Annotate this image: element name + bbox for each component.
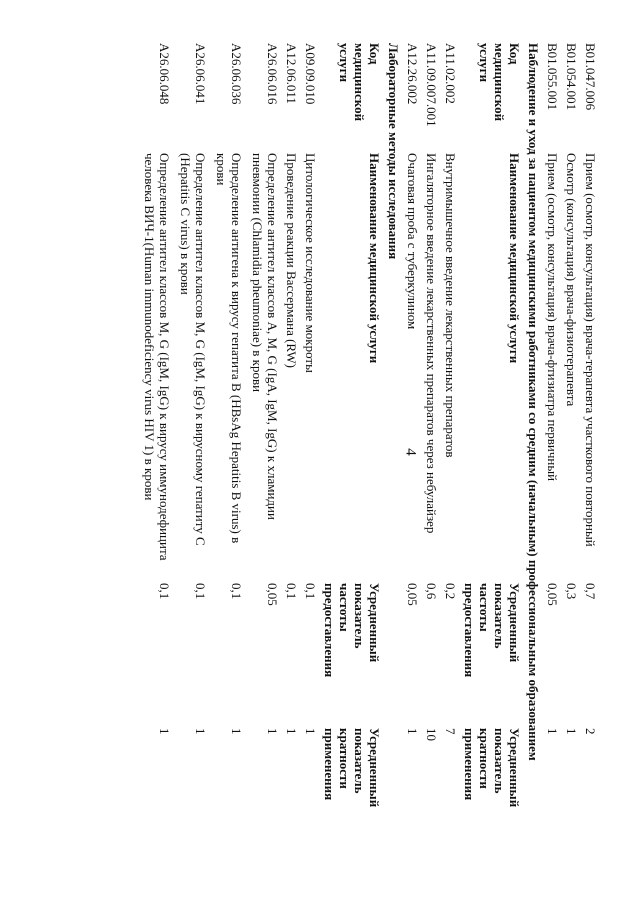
table-row <box>301 40 320 870</box>
service-name: Прием (осмотр, консультация) врача-терапевта участкового повторный <box>583 153 598 547</box>
service-multiplicity: 1 <box>303 728 318 735</box>
service-multiplicity: 1 <box>265 728 280 735</box>
service-frequency: 0,3 <box>564 583 579 600</box>
service-code: A12.26.002 <box>405 43 420 105</box>
service-name: Ингаляторное введение лекарственных препаратов через небулайзер <box>424 153 439 534</box>
header-code: Код медицинской услуги <box>337 43 382 122</box>
service-code: A26.06.036 <box>229 43 244 105</box>
section-title-lab: Лабораторные методы исследования <box>386 43 401 260</box>
header-multiplicity: Усредненный показатель кратности применения <box>462 728 522 808</box>
header-frequency: Усредненный показатель частоты предоставления <box>322 583 382 678</box>
service-code: A26.06.041 <box>193 43 208 105</box>
table-row <box>581 40 600 870</box>
header-name: Наименование медицинской услуги <box>507 153 522 364</box>
service-frequency: 0,1 <box>157 583 172 600</box>
service-multiplicity: 2 <box>583 728 598 735</box>
table-header-row <box>460 40 524 870</box>
service-frequency: 0,05 <box>545 583 560 606</box>
service-frequency: 0,2 <box>443 583 458 600</box>
table-row <box>212 40 248 870</box>
service-frequency: 0,7 <box>583 583 598 600</box>
service-frequency: 0,05 <box>265 583 280 606</box>
service-frequency: 0,1 <box>229 583 244 600</box>
service-multiplicity: 1 <box>545 728 560 735</box>
service-name: Определение антигена к вирусу гепатита B (HBsAg Hepatitis B virus) в крови <box>214 153 244 544</box>
table-row <box>403 40 422 870</box>
table-row <box>562 40 581 870</box>
service-name: Внутримышечное введение лекарственных препаратов <box>443 153 458 458</box>
service-multiplicity: 7 <box>443 728 458 735</box>
service-name: Определение антител классов A, M, G (IgA, IgM, IgG) к хламидии пневмонии (Chlamidia pheumoniae) в крови <box>250 153 280 520</box>
table-header-row <box>320 40 384 870</box>
table-row <box>441 40 460 870</box>
service-multiplicity: 1 <box>193 728 208 735</box>
service-code: A11.09.007.001 <box>424 43 439 127</box>
service-code: A09.09.010 <box>303 43 318 105</box>
table-row <box>543 40 562 870</box>
service-name: Осмотр (консультация) врача-физиотерапевта <box>564 153 579 407</box>
section-title-nursing: Наблюдение и уход за пациентом медицинскими работниками со средним (начальным) профессиональным образованием <box>526 43 541 761</box>
header-code: Код медицинской услуги <box>477 43 522 122</box>
table-row <box>282 40 301 870</box>
service-name: Определение антител классов M, G (IgM, IgG) к вирусу иммунодефицита человека ВИЧ-1(Human immunodeficiency virus HIV 1) в крови <box>142 153 172 561</box>
service-multiplicity: 1 <box>157 728 172 735</box>
table-row <box>422 40 441 870</box>
service-frequency: 0,1 <box>193 583 208 600</box>
service-name: Определение антител классов M, G (IgM, IgG) к вирусному гепатиту C (Hepatitis C virus) в крови <box>178 153 208 546</box>
table-row <box>248 40 282 870</box>
table-row <box>176 40 212 870</box>
service-code: A12.06.011 <box>284 43 299 104</box>
page-number: 4 <box>402 448 419 456</box>
service-code: B01.054.001 <box>564 43 579 111</box>
service-multiplicity: 1 <box>284 728 299 735</box>
service-frequency: 0,6 <box>424 583 439 600</box>
header-frequency: Усредненный показатель частоты предоставления <box>462 583 522 678</box>
service-name: Очаговая проба с туберкулином <box>405 153 420 330</box>
service-code: A11.02.002 <box>443 43 458 104</box>
table-row <box>140 40 176 870</box>
service-code: B01.055.001 <box>545 43 560 111</box>
document-sheet <box>40 40 600 870</box>
service-code: A26.06.016 <box>265 43 280 105</box>
header-name: Наименование медицинской услуги <box>367 153 382 364</box>
service-name: Прием (осмотр, консультация) врача-фтизиатра первичный <box>545 153 560 482</box>
service-multiplicity: 1 <box>229 728 244 735</box>
service-name: Цитологическое исследование мокроты <box>303 153 318 373</box>
service-multiplicity: 1 <box>564 728 579 735</box>
section-title-row <box>384 40 403 870</box>
service-multiplicity: 1 <box>405 728 420 735</box>
service-frequency: 0,05 <box>405 583 420 606</box>
service-name: Проведение реакции Вассермана (RW) <box>284 153 299 368</box>
service-frequency: 0,1 <box>284 583 299 600</box>
services-table <box>140 40 600 870</box>
service-multiplicity: 10 <box>424 728 439 741</box>
service-code: A26.06.048 <box>157 43 172 105</box>
service-frequency: 0,1 <box>303 583 318 600</box>
service-code: B01.047.006 <box>583 43 598 111</box>
section-title-row <box>524 40 543 870</box>
header-multiplicity: Усредненный показатель кратности применения <box>322 728 382 808</box>
